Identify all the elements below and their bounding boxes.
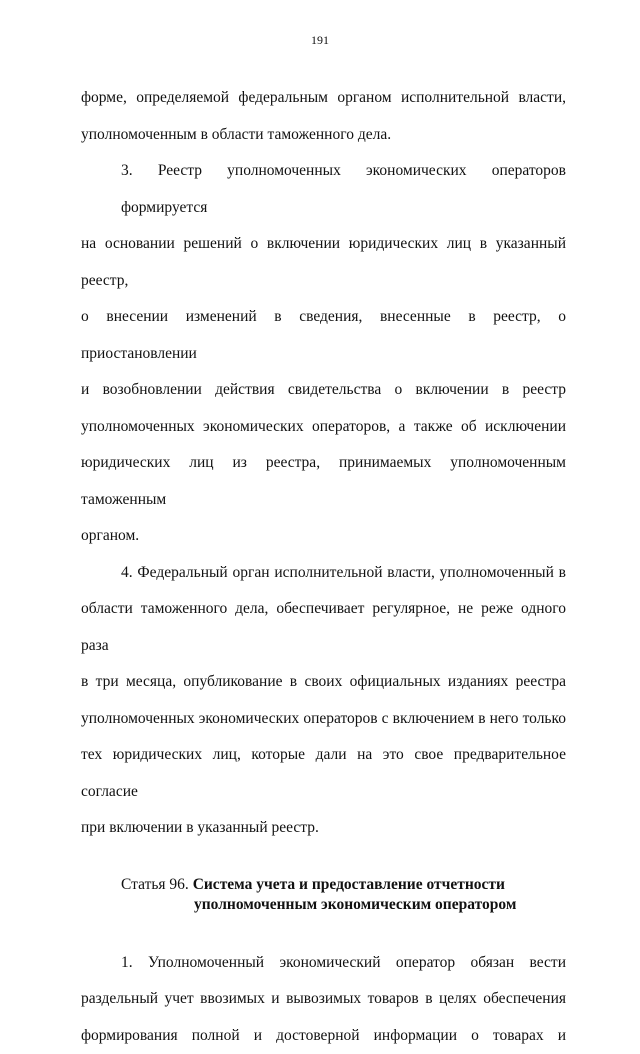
text-line: в три месяца, опубликование в своих официальных изданиях реестра: [81, 664, 566, 701]
text-line: юридических лиц из реестра, принимаемых уполномоченным таможенным: [81, 445, 566, 518]
text-line: формирования полной и достоверной информации о товарах и: [81, 1018, 566, 1054]
paragraph-3-registry-formation: [81, 153, 566, 555]
text-line: 1. Уполномоченный экономический оператор обязан вести: [81, 945, 566, 982]
article-heading-line: [81, 875, 566, 895]
text-line: при включении в указанный реестр.: [81, 810, 566, 847]
article-96-heading: [81, 875, 566, 915]
text-line: области таможенного дела, обеспечивает регулярное, не реже одного раза: [81, 591, 566, 664]
article-number: Статья 96.: [121, 876, 189, 893]
text-line: уполномоченных экономических операторов с включением в него только: [81, 701, 566, 738]
paragraph-form-continuation: [81, 80, 566, 153]
text-line: на основании решений о включении юридических лиц в указанный реестр,: [81, 226, 566, 299]
text-line: раздельный учет ввозимых и вывозимых товаров в целях обеспечения: [81, 981, 566, 1018]
text-line: уполномоченным в области таможенного дела.: [81, 117, 566, 154]
text-line: органом.: [81, 518, 566, 555]
page-number: 191: [0, 33, 640, 48]
paragraph-4-registry-publication: [81, 555, 566, 847]
text-line: и возобновлении действия свидетельства о включении в реестр: [81, 372, 566, 409]
text-line: о внесении изменений в сведения, внесенные в реестр, о приостановлении: [81, 299, 566, 372]
article-96-paragraph-1: [81, 945, 566, 1054]
article-title-part1: Система учета и предоставление отчетности: [193, 876, 505, 893]
text-line: уполномоченных экономических операторов, а также об исключении: [81, 409, 566, 446]
text-line: форме, определяемой федеральным органом исполнительной власти,: [81, 80, 566, 117]
article-title-part2: уполномоченным экономическим оператором: [81, 895, 566, 915]
text-line: 3. Реестр уполномоченных экономических операторов формируется: [81, 153, 566, 226]
text-line: 4. Федеральный орган исполнительной власти, уполномоченный в: [81, 555, 566, 592]
document-body: [81, 80, 566, 1054]
text-line: тех юридических лиц, которые дали на это свое предварительное согласие: [81, 737, 566, 810]
